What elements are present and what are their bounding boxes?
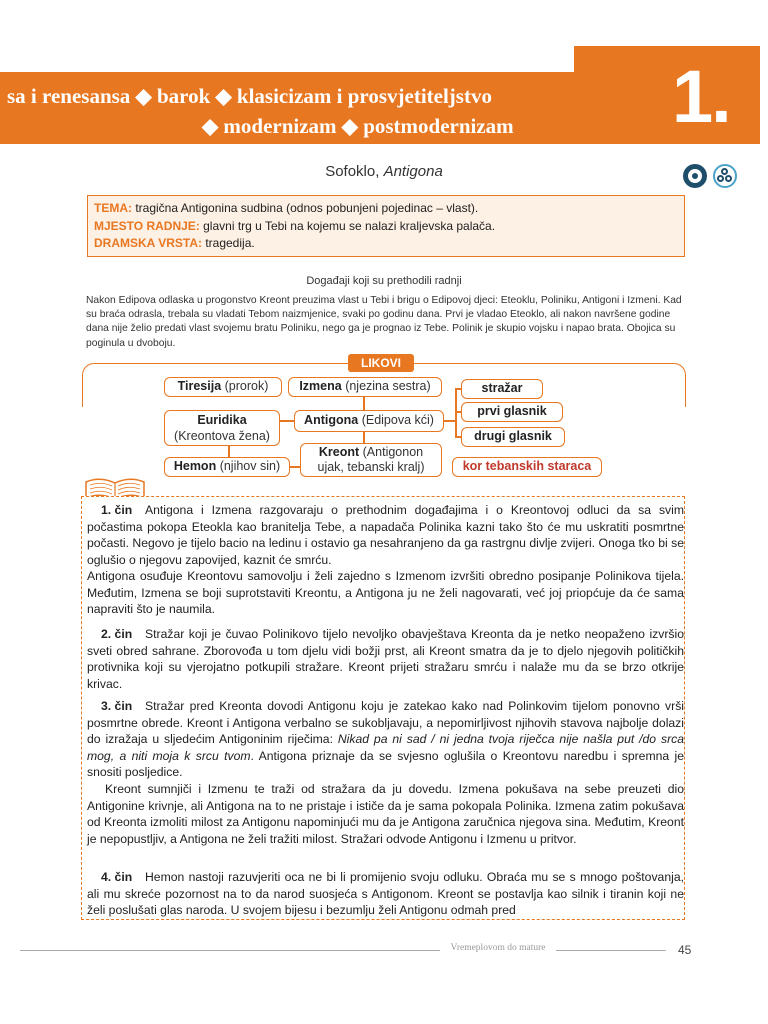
node-prvi-glasnik: prvi glasnik — [461, 402, 563, 422]
vrsta-value: tragedija. — [202, 236, 255, 250]
tema-value: tragična Antigonina sudbina (odnos pobunjeni pojedinac – vlast). — [132, 201, 479, 215]
network-icon — [713, 164, 737, 188]
info-box — [87, 195, 685, 257]
header-periods-line2: ◆ modernizam ◆ postmodernizam — [202, 114, 514, 138]
node-kreont: Kreont (Antigonon ujak, tebanski kralj) — [300, 443, 442, 477]
act-3-text-2: Kreont sumnjiči i Izmenu te traži od stražara da ju dovedu. Izmena pokušava na sebe preuzeti dio Antigonine krivnje, ali Antigona na to ne pristaje i ističe da je sama pokopala Polinika. Izmena zatim pokušava od Kreonta izmoliti milost za Antigonu napominjući mu da je Antigona zaručnica njegova sina. Međutim, Kreont je nepopustljiv, a Antigona ne želi tražiti milost. Stražari odvode Antigonu i Izmenu u pritvor. — [87, 782, 684, 846]
act-4-text: 4. čin Hemon nastoji razuvjeriti oca ne bi li promijenio svoju odluku. Obraća mu se s mnogo poštovanja, ali mu skreće pozornost na to da narod suosjeća s Antigonom. Kreont se postavlja kao silnik i tiranin koji ne želi poslušati glas naroda. U svojem bijesu i bezumlju želi Antigonu odmah pred — [87, 870, 684, 918]
prior-events-heading: Događaji koji su prethodili radnji — [306, 275, 462, 287]
node-drugi-glasnik: drugi glasnik — [461, 427, 565, 447]
node-kor: kor tebanskih staraca — [452, 457, 602, 477]
node-izmena: Izmena (njezina sestra) — [288, 377, 442, 397]
mjesto-label: MJESTO RADNJE: — [94, 218, 200, 233]
antigona-quote: Nikad pa ni sad / ni jedna tvoja riječca nije našla put /do srca mog, a niti moja k srcu tvom — [87, 732, 684, 763]
page-title — [0, 163, 768, 180]
node-tiresija: Tiresija (prorok) — [164, 377, 282, 397]
gear-icon — [683, 164, 707, 188]
vrsta-label: DRAMSKA VRSTA: — [94, 236, 202, 250]
page-number: 45 — [678, 943, 692, 957]
characters-label: LIKOVI — [348, 354, 414, 372]
connector — [363, 430, 365, 444]
chapter-number: 1. — [672, 55, 730, 138]
connector — [290, 466, 300, 468]
act-1-text: 1. čin Antigona i Izmena razgovaraju o prethodnim događajima i o Kreontovoj odluci da sa svim počastima pokopa Eteokla kao branitelja Tebe, a napadača Polinika kazni tako što će mu uskratiti posmrtne počasti. Negovo je tijelo bacio na ledinu i ostavio ga nesahranjeno da ga rastrgnu divlje zvijeri. Onoga tko bi se oglušio o njegovu zapovijed, kaznit će smrću. — [87, 503, 684, 567]
connector — [363, 396, 365, 410]
connector — [443, 420, 455, 422]
connector — [455, 388, 457, 438]
header-periods-line1: sa i renesansa ◆ barok ◆ klasicizam i prosvjetiteljstvo — [7, 84, 492, 108]
connector — [278, 420, 294, 422]
node-antigona: Antigona (Edipova kći) — [294, 410, 444, 432]
mjesto-value: glavni trg u Tebi na kojemu se nalazi kraljevska palača. — [199, 218, 496, 233]
node-hemon: Hemon (njihov sin) — [164, 457, 290, 477]
act-2-label: 2. čin — [101, 627, 133, 641]
node-euridika: Euridika (Kreontova žena) — [164, 410, 280, 446]
prior-events-text: Nakon Edipova odlaska u progonstvo Kreont preuzima vlast u Tebi i brigu o Edipovoj djeci: Eteoklu, Poliniku, Antigoni i Izmeni. Kad su braća odrasla, trebala su vladati Tebom naizmjenice, svaki po godinu dana. Prvi je vladao Eteoklo, ali nakon navršene godine dana nije želio predati vlast svojemu bratu Poliniku, nego ga je prognao iz Tebe. Polinik je skupio vojsku i napao brata. Obojica su poginula u dvoboju. — [86, 295, 682, 349]
act-3-label: 3. čin — [101, 699, 133, 713]
vrsta-row — [94, 235, 678, 253]
act-1-label: 1. čin — [101, 503, 133, 517]
title-work: Antigona — [383, 163, 443, 180]
act-2-text: 2. čin Stražar koji je čuvao Polinikovo tijelo nevoljko obavještava Kreonta da je netko neopaženo izvršio sveti obred sahrane. Zborovođa u tom djelu vidi božji prst, ali Kreont smatra da je to djelo njegovih političkih protivnika koji su vjerojatno potkupili stražare. Kreont prijeti stražaru smrću i nalaže mu da se brzo otkrije krivac. — [87, 627, 684, 691]
footer-rule-left — [20, 950, 440, 951]
tema-label: TEMA: — [94, 201, 132, 215]
footer-title: Vremeplovom do mature — [450, 943, 546, 953]
act-4-label: 4. čin — [101, 870, 133, 884]
mjesto-row — [94, 218, 678, 236]
act-3-text: 3. čin Stražar pred Kreonta dovodi Antigonu koju je zatekao kako nad Polinkovim tijelom ponovno vrši posmrtne obrede. Kreont i Antigona verbalno se sukobljavaju, a nepomirljivost njihovih stavova najbolje dolazi do izražaja u sljedećim Antigoninim riječima: Nikad pa ni sad / ni jedna tvoja riječca nije našla put /do srca mog, a niti moja k srcu tvom. Antigona priznaje da se svjesno oglušila o Kreontovu naredbu i spremna je snositi posljedice. — [87, 699, 684, 780]
tema-row — [94, 200, 678, 218]
footer-rule-right — [556, 950, 666, 951]
act-1-text-2: Antigona osuđuje Kreontovu samovolju i želi zajedno s Izmenom izvršiti obredno posipanje Polinikova tijela. Međutim, Izmena se boji suprotstaviti Kreontu, a Antigona ju ne želi nagovarati, već joj priopćuje da će sama napraviti što je naumila. — [87, 569, 684, 617]
title-author: Sofoklo, — [325, 163, 384, 180]
node-strazar: stražar — [461, 379, 543, 399]
